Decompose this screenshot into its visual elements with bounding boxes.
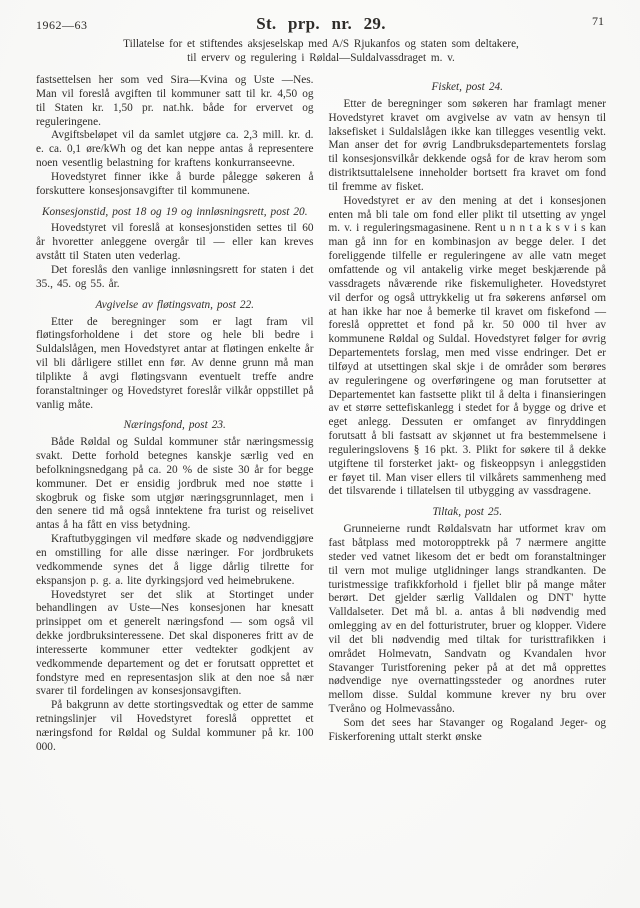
paragraph: Både Røldal og Suldal kommuner står næringsmessig svakt. Dette forhold betegnes kanskje særlig ved en befolkningsnedgang på ca. 20 % de siste 30 år for begge kommuner. Det er ensidig jordbruk med noe støtte i skogbruk og fiske som utgjør næringsgrunnlaget, men i den senere tid må også inntektene fra turist og reiselivet antas å ha fått en viss betydning. bbox=[36, 436, 314, 532]
right-column bbox=[329, 74, 607, 755]
document-subtitle bbox=[36, 38, 606, 65]
section-heading-fisket: Fisket, post 24. bbox=[431, 81, 503, 93]
paragraph: Hovedstyret vil foreslå at konsesjonstiden settes til 60 år hvoretter anleggene overgår til — eller kan kreves avstått til Staten uten vederlag. bbox=[36, 222, 314, 263]
subtitle-line-2: til erverv og regulering i Røldal—Suldalvassdraget m. v. bbox=[187, 51, 455, 64]
paragraph: Etter de beregninger som søkeren har framlagt mener Hovedstyret kravet om avgivelse av vatn av hensyn til laksefisket i Suldalslågen ikke kan tillegges vesentlig vekt. Man anser det for øvrig Landbruksdepartementets forslag til konsesjonsvilkår dekkende også for de krav herom som distriktsuttalelsene inneholder bortsett fra kravet om fond til fremme av fisket. bbox=[328, 97, 606, 193]
page-number: 71 bbox=[592, 14, 604, 28]
paragraph: På bakgrunn av dette stortingsvedtak og etter de samme retningslinjer vil Hovedstyret foreslå opprettet et næringsfond for Røldal og Suldal kommuner på kr. 100 000. bbox=[36, 699, 314, 753]
section-heading-avgivelse: Avgivelse av fløtingsvatn, post 22. bbox=[95, 298, 255, 311]
paragraph: Kraftutbyggingen vil medføre skade og nødvendiggjøre en omstilling for alle disse næringer. For jordbrukets vedkommende synes det å ligge dårlig tilrette for ekspansjon p. g. a. lite dyrkingsjord ved heimebrukene. bbox=[36, 533, 314, 587]
paragraph: fastsettelsen her som ved Sira—Kvina og Uste —Nes. Man vil foreslå avgiften til kommuner satt til kr. 4,50 og til Staten kr. 1,50 pr. nat.hk. både for ervervet og reguleringene. bbox=[36, 74, 314, 128]
subtitle-line-1: Tillatelse for et stiftendes aksjeselskap med A/S Rjukanfos og staten som deltakere, bbox=[123, 38, 519, 50]
paragraph: Som det sees har Stavanger og Rogaland Jeger- og Fiskerforening uttalt sterkt ønske bbox=[328, 716, 606, 743]
paragraph: Hovedstyret ser det slik at Stortinget under behandlingen av Uste—Nes konsesjonen har knesatt prinsippet om et generelt næringsfond — som også vil dekke jordbruksinteressene. Det skal disponeres fritt av de interesserte kommuner etter vedtekter godkjent av vedkommende departement og det er forutsatt opprettet et fondstyre med en representasjon slik at den noe så nær svarer til fordelingen av konsesjonsavgiften. bbox=[36, 588, 314, 698]
session-year: 1962—63 bbox=[36, 18, 88, 32]
paragraph: Hovedstyret finner ikke å burde pålegge søkeren å forskuttere konsesjonsavgifter til kommunene. bbox=[36, 170, 314, 197]
paragraph: Etter de beregninger som er lagt fram vil fløtingsforholdene i det store og hele bli bedre i Suldalslågen, men Hovedstyret antar at fløtingen enkelte år vil bli dårligere stillet enn før. Av denne grunn må man tilplikte å avgi fløtingsvann eventuelt treffe andre foranstaltninger og Hovedstyret foreslår vilkår oppstillet på vanlig måte. bbox=[36, 315, 314, 411]
body-columns bbox=[36, 74, 606, 755]
section-heading-naeringsfond: Næringsfond, post 23. bbox=[123, 419, 226, 432]
page-title: St. prp. nr. 29. bbox=[256, 14, 386, 33]
paragraph: Det foreslås den vanlige innløsningsrett for staten i det 35., 45. og 55. år. bbox=[36, 263, 314, 290]
section-heading-konsesjonstid: Konsesjonstid, post 18 og 19 og innløsningsrett, post 20. bbox=[41, 205, 308, 218]
left-column bbox=[36, 74, 314, 755]
page-header bbox=[36, 14, 606, 34]
paragraph: Avgiftsbeløpet vil da samlet utgjøre ca. 2,3 mill. kr. d. e. ca. 0,1 øre/kWh og det kan neppe antas å representere noen vesentlig belastning for kraftens konkurranseevne. bbox=[36, 129, 314, 170]
paragraph: Grunneierne rundt Røldalsvatn har utformet krav om fast båtplass med motoropptrekk på 7 nærmere angitte steder ved vatnet likesom det er bedt om foranstaltninger til vern mot mulige utglidninger langs strandkanten. De turistmessige trafikkforhold i fjellet blir på mange måter berørt. Det gjelder særlig Valldalen og DNT' hytte Valldalseter. Det må bl. a. antas å bli nødvendig med omlegging av en del fotturistruter, bruer og klopper. Videre vil det bli nødvendig med tiltak for turisttrafikken i området Holmevatn, Sandvatn og Kvandalen hvor Stavanger Turistforening peker på at det må opprettes nødvendige nye overnattingssteder og anordnes ruter mellom disse. Suldal kommune krever ny bru over Tveråno og Holmevassåno. bbox=[328, 523, 606, 716]
paragraph: Hovedstyret er av den mening at det i konsesjonen enten må bli tale om fond eller plikt til utsetting av yngel m. v. i reguleringsmagasinene. Rent u n n t a k s v i s kan man gå inn for en kombinasjon av begge deler. I det foreliggende tilfelle er reguleringene av alle vatn meget omfattende og vil antakelig virke meget beskjærende på vassdragets nåværende rike fiskemuligheter. Hovedstyret vil derfor og også uttrykkelig ut fra søkerens anførsel om at han ikke har noe å bemerke til kravet om fiskefond — foreslå opprettet et fond på kr. 50 000 til hver av kommunene Røldal og Suldal. Hovedstyret følger for øvrig Departementets forslag, men med visse endringer. Det er tilføyd at utsettingen skal skje i de områder som berøres av reguleringene og overføringene og man forutsetter at Departementet kan fastsette plikt til å delta i finansieringen av et større settefiskanlegg i stedet for å bygge og drive et eget anlegg. Dessuten er omfanget av finryddingen forutsatt å bli fastsatt av skjønnet ut fra bestemmelsene i reguleringslovens § 16 pkt. 3. Plikt for søkere til å dekke utgiftene til forsterket jakt- og fiskeoppsyn i anleggstiden er føyet til. Man viser ellers til vilkårets sammenheng med det tilsvarende i tillatelsen til utbygging av vassdragene. bbox=[328, 194, 606, 498]
section-heading-tiltak: Tiltak, post 25. bbox=[432, 506, 503, 519]
